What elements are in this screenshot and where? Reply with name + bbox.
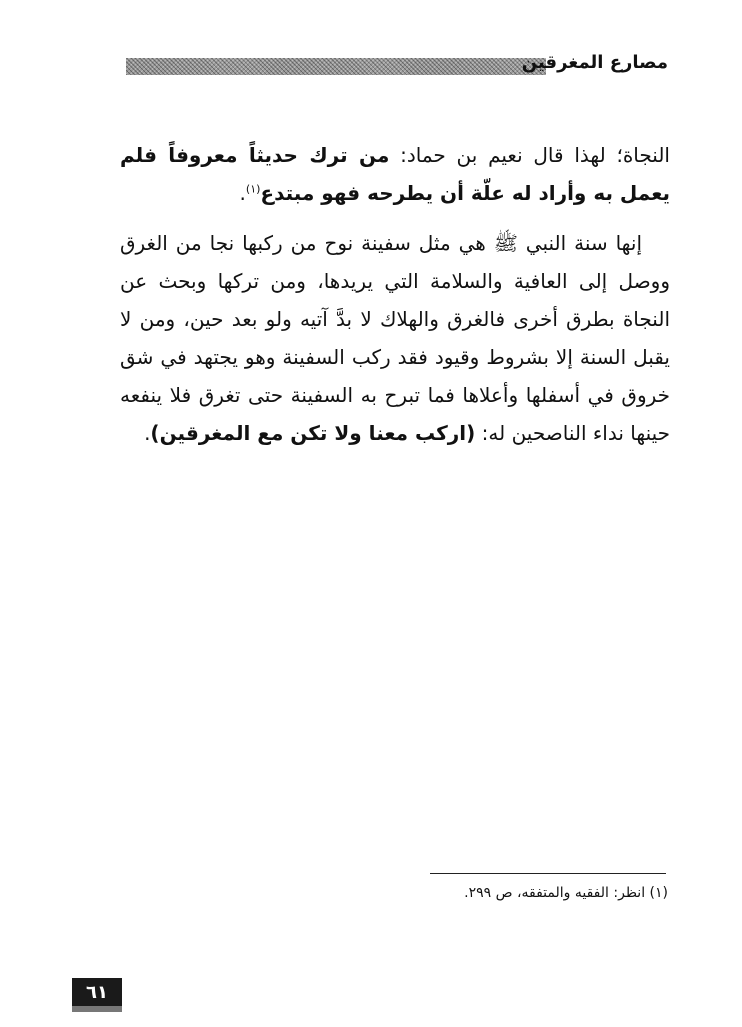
header-decorative-bar [126,58,546,75]
page-header [126,50,668,84]
footnote-separator [430,873,666,874]
footnote: (١) انظر: الفقيه والمتفقه، ص ٢٩٩. [464,885,668,901]
paragraph-2-end: . [144,421,151,445]
paragraph-1-end: . [239,181,246,205]
paragraph-1-quote: من ترك حديثاً معروفاً فلم يعمل به وأراد له علّة أن يطرحه فهو مبتدع [120,143,670,205]
paragraph-2 [120,224,670,452]
footnote-reference: (١) [245,182,261,196]
page-number: ٦١ [72,978,122,1012]
paragraph-2-quote: (اركب معنا ولا تكن مع المغرقين) [150,421,476,445]
paragraph-2-body: إنها سنة النبي ﷺ هي مثل سفينة نوح من ركبها نجا من الغرق ووصل إلى العافية والسلامة التي يريدها، ومن تركها وبحث عن النجاة بطرق أخرى فالغرق والهلاك لا بدَّ آتيه ولو بعد حين، ومن لا يقبل السنة إلا بشروط وقيود فقد ركب السفينة وهو يجتهد في شق خروق في أسفلها وأعلاها فما تبرح به السفينة حتى تغرق فلا ينفعه حينها نداء الناصحين له: [120,231,670,445]
running-title: مصارع المغرقين [521,52,668,73]
main-text [120,136,670,452]
paragraph-1-intro: النجاة؛ لهذا قال نعيم بن حماد: [389,143,670,167]
paragraph-1 [120,136,670,212]
